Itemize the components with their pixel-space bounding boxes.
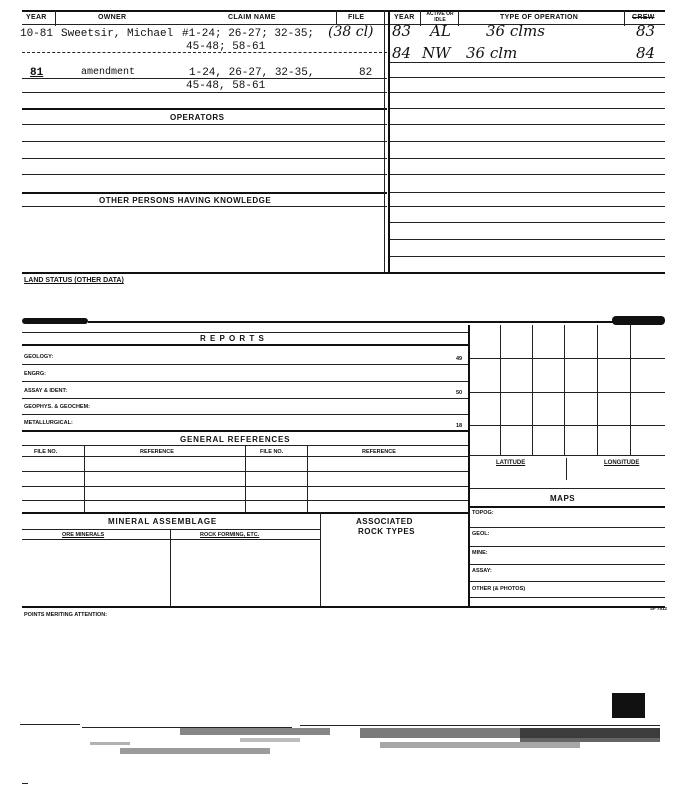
activity-row1-crew: 83	[636, 22, 656, 40]
activity-header-type: TYPE OF OPERATION	[500, 14, 579, 21]
reports-assay-label: ASSAY & IDENT:	[24, 388, 68, 394]
row2-owner: amendment	[81, 67, 136, 78]
activity-row2-crew: 84	[636, 44, 656, 62]
activity-row1-active: AL	[430, 22, 451, 40]
ore-minerals-label: ORE MINERALS	[62, 532, 105, 538]
maps-assay-label: ASSAY:	[472, 568, 492, 574]
associated-line1: ASSOCIATED	[356, 517, 413, 526]
activity-row2-type: 36 clm	[466, 44, 518, 62]
reports-metallurgical-code: 18	[456, 423, 463, 429]
activity-header-active-idle: ACTIVE OR IDLE	[426, 11, 454, 23]
scan-band-right	[612, 316, 665, 325]
operators-heading: OPERATORS	[170, 113, 225, 122]
header-claim-name: CLAIM NAME	[228, 14, 276, 21]
genref-header-ref1: REFERENCE	[140, 449, 174, 455]
row2-year: 81	[30, 67, 44, 79]
maps-other-label: OTHER (& PHOTOS)	[472, 586, 526, 592]
reports-title: R E P O R T S	[200, 334, 265, 343]
reports-metallurgical-label: METALLURGICAL:	[24, 420, 73, 426]
maps-title: MAPS	[550, 494, 576, 503]
header-owner: OWNER	[98, 14, 127, 21]
reports-geology-code: 49	[456, 356, 463, 362]
row2-file: 82	[359, 67, 373, 79]
genref-header-file2: FILE NO.	[260, 449, 284, 455]
row1-year: 10-81	[20, 28, 54, 40]
rock-forming-label: ROCK FORMING, ETC.	[200, 532, 260, 538]
points-meriting-label: POINTS MERITING ATTENTION:	[24, 612, 108, 618]
genref-header-file1: FILE NO.	[34, 449, 58, 455]
maps-topog-label: TOPOG:	[472, 510, 494, 516]
activity-row2-year: 84	[392, 44, 412, 62]
row2-claims-line1: 1-24, 26-27, 32-35,	[189, 67, 315, 79]
activity-row2-active: NW	[422, 44, 451, 62]
associated-line2: ROCK TYPES	[358, 527, 416, 536]
longitude-label: LONGITUDE	[604, 460, 640, 466]
row1-claims-line1: #1-24; 26-27; 32-35;	[182, 28, 315, 40]
others-heading: OTHER PERSONS HAVING KNOWLEDGE	[99, 196, 272, 205]
row1-owner: Sweetsir, Michael	[61, 28, 174, 40]
activity-header-crew: CREW	[632, 14, 655, 21]
reports-geophys-label: GEOPHYS. & GEOCHEM:	[24, 404, 91, 410]
mineral-assemblage-title: MINERAL ASSEMBLAGE	[108, 517, 218, 526]
land-status-label: LAND STATUS (OTHER DATA)	[24, 277, 124, 284]
activity-row1-year: 83	[392, 22, 412, 40]
activity-header-year: YEAR	[394, 14, 415, 21]
maps-geol-label: GEOL:	[472, 531, 490, 537]
row1-claims-line2: 45-48; 58-61	[186, 41, 266, 53]
general-references-title: GENERAL REFERENCES	[180, 435, 291, 444]
scan-band-left	[22, 318, 88, 324]
row2-claims-line2: 45-48, 58-61	[186, 80, 266, 92]
activity-row1-type: 36 clms	[486, 22, 545, 40]
header-year: YEAR	[26, 14, 47, 21]
header-file: FILE	[348, 14, 365, 21]
form-code: SF 7512	[650, 606, 668, 611]
maps-mine-label: MINE:	[472, 550, 488, 556]
reports-geology-label: GEOLOGY:	[24, 354, 54, 360]
row1-file: (38 cl)	[328, 24, 374, 40]
reports-assay-code: 50	[456, 390, 463, 396]
latitude-label: LATITUDE	[496, 460, 526, 466]
genref-header-ref2: REFERENCE	[362, 449, 396, 455]
reports-engrg-label: ENGRG:	[24, 371, 46, 377]
